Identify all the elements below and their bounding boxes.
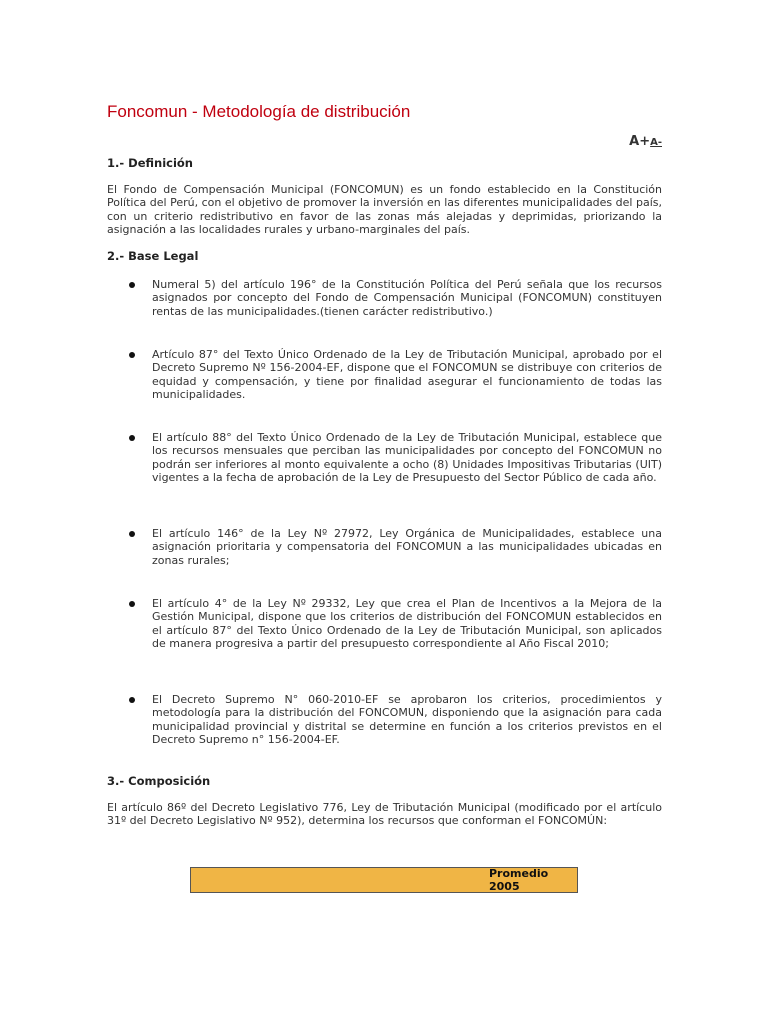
bullet-icon [129,352,135,358]
bullet-icon [129,531,135,537]
page-title: Foncomun - Metodología de distribución [107,102,411,121]
bullet-icon [129,601,135,607]
list-item-text: Numeral 5) del artículo 196° de la Constitución Política del Perú señala que los recursos asignados por concepto del Fondo de Compensación Municipal (FONCOMUN) constituyen rentas de las municipalidades.(tienen carácter redistributivo.) [152,278,662,318]
composition-table [190,867,578,893]
section-text-composicion: El artículo 86º del Decreto Legislativo 776, Ley de Tributación Municipal (modificado por el artículo 31º del Decreto Legislativo Nº 952), determina los recursos que conforman el FONCOMÚN: [107,801,662,828]
bullet-icon [129,282,135,288]
section-heading-base-legal: 2.- Base Legal [107,249,199,263]
list-item-text: El Decreto Supremo N° 060-2010-EF se aprobaron los criterios, procedimientos y metodología para la distribución del FONCOMUN, disponiendo que la asignación para cada municipalidad provincial y distrital se determine en función a los criterios previstos en el Decreto Supremo n° 156-2004-EF. [152,693,662,747]
list-item-text: Artículo 87° del Texto Único Ordenado de la Ley de Tributación Municipal, aprobado por el Decreto Supremo Nº 156-2004-EF, dispone que el FONCOMUN se distribuye con criterios de equidad y compensación, y tiene por finalidad asegurar el funcionamiento de todas las municipalidades. [152,348,662,402]
list-item-text: El artículo 146° de la Ley Nº 27972, Ley Orgánica de Municipalidades, establece una asignación prioritaria y compensatoria del FONCOMUN a las municipalidades ubicadas en zonas rurales; [152,527,662,567]
table-header-cell: Promedio 2005 [489,867,549,893]
bullet-icon [129,697,135,703]
bullet-icon [129,435,135,441]
list-item-text: El artículo 4° de la Ley Nº 29332, Ley que crea el Plan de Incentivos a la Mejora de la Gestión Municipal, dispone que los criterios de distribución del FONCOMUN establecidos en el artículo 87° del Texto Único Ordenado de la Ley de Tributación Municipal, son aplicados de manera progresiva a partir del presupuesto correspondiente al Año Fiscal 2010; [152,597,662,651]
section-heading-composicion: 3.- Composición [107,774,211,788]
section-text-definicion: El Fondo de Compensación Municipal (FONCOMUN) es un fondo establecido en la Constitución Política del Perú, con el objetivo de promover la inversión en las diferentes municipalidades del país, con un criterio redistributivo en favor de las zonas más alejadas y deprimidas, priorizando la asignación a las localidades rurales y urbano-marginales del país. [107,183,662,237]
font-increase-button[interactable]: A+ [629,134,651,149]
font-size-tools [629,134,662,149]
font-decrease-button[interactable]: A- [650,137,662,148]
list-item-text: El artículo 88° del Texto Único Ordenado de la Ley de Tributación Municipal, establece que los recursos mensuales que perciban las municipalidades por concepto del FONCOMUN no podrán ser inferiores al monto equivalente a ocho (8) Unidades Impositivas Tributarias (UIT) vigentes a la fecha de aprobación de la Ley de Presupuesto del Sector Público de cada año. [152,431,662,485]
section-heading-definicion: 1.- Definición [107,156,193,170]
